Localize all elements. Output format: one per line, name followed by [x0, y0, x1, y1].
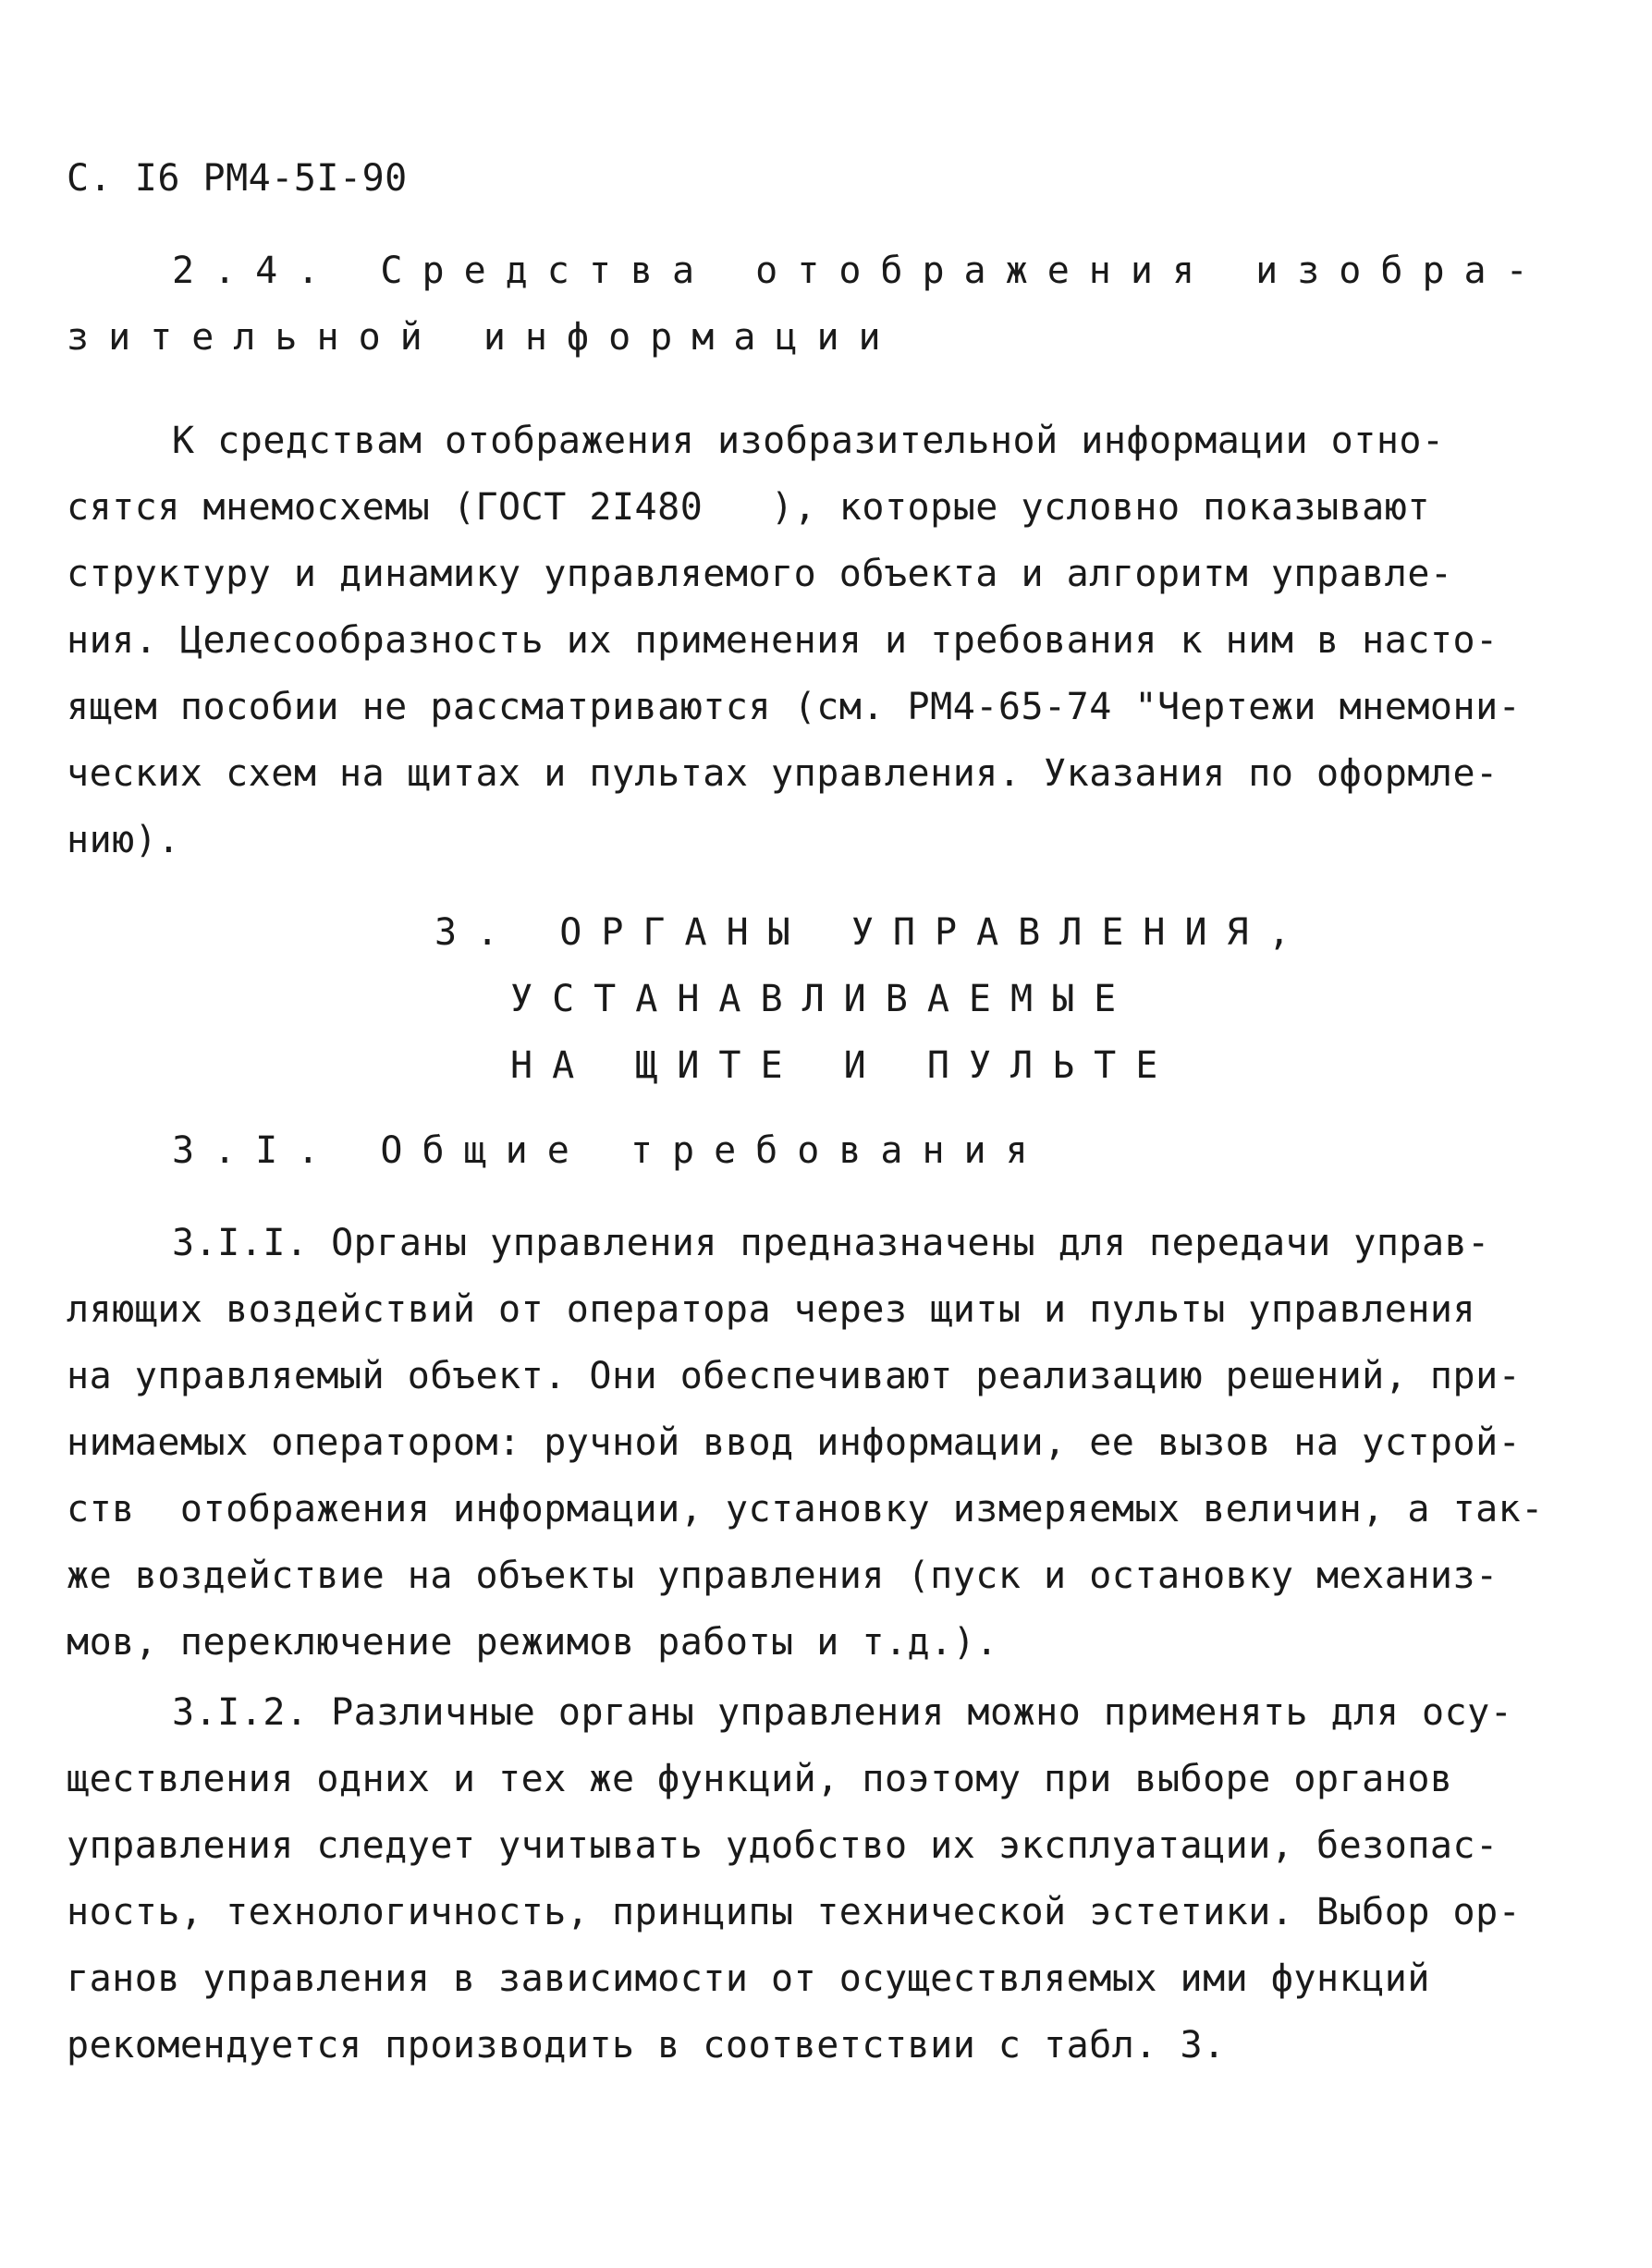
paragraph-line: нимаемых оператором: ручной ввод информации, ее вызов на устрой- [67, 1421, 1522, 1464]
paragraph-line: К средствам отображения изобразительной информации отно- [172, 420, 1445, 462]
paragraph-line: ность, технологичность, принципы технической эстетики. Выбор ор- [67, 1891, 1522, 1933]
section-3-1-title: 3.I. Общие требования [172, 1129, 1047, 1172]
paragraph-line: же воздействие на объекты управления (пуск и остановку механиз- [67, 1555, 1499, 1597]
paragraph-line: управления следует учитывать удобство их эксплуатации, безопас- [67, 1824, 1499, 1867]
paragraph-line: сятся мнемосхемы (ГОСТ 2I480 ), которые условно показывают [67, 486, 1430, 529]
page-header: С. I6 РМ4-5I-90 [67, 157, 408, 200]
paragraph-line: 3.I.I. Органы управления предназначены для передачи управ- [172, 1222, 1490, 1264]
paragraph-line: ческих схем на щитах и пультах управления. Указания по оформле- [67, 752, 1499, 795]
section-2-4-title-line-1: 2.4. Средства отображения изобра- [172, 250, 1548, 292]
paragraph-line: ганов управления в зависимости от осуществляемых ими функций [67, 1957, 1430, 2000]
paragraph-line: ляющих воздействий от оператора через щиты и пульты управления [67, 1288, 1476, 1331]
paragraph-line: на управляемый объект. Они обеспечивают реализацию решений, при- [67, 1355, 1522, 1397]
section-3-title-line-1: 3. ОРГАНЫ УПРАВЛЕНИЯ, [434, 911, 1310, 954]
section-2-4-title-line-2: зительной информации [67, 316, 900, 359]
section-3-title-line-2: УСТАНАВЛИВАЕМЫЕ [510, 978, 1136, 1020]
paragraph-line: 3.I.2. Различные органы управления можно применять для осу- [172, 1691, 1513, 1734]
paragraph-line: ществления одних и тех же функций, поэтому при выборе органов [67, 1758, 1453, 1800]
paragraph-line: мов, переключение режимов работы и т.д.). [67, 1621, 998, 1664]
paragraph-line: рекомендуется производить в соответствии с табл. 3. [67, 2024, 1226, 2067]
paragraph-line: нию). [67, 819, 180, 861]
paragraph-line: ств отображения информации, установку измеряемых величин, а так- [67, 1488, 1544, 1530]
paragraph-line: ящем пособии не рассматриваются (см. РМ4-65-74 "Чертежи мнемони- [67, 686, 1522, 728]
paragraph-line: ния. Целесообразность их применения и требования к ним в насто- [67, 619, 1499, 662]
paragraph-line: структуру и динамику управляемого объекта и алгоритм управле- [67, 553, 1453, 595]
section-3-title-line-3: НА ЩИТЕ И ПУЛЬТЕ [510, 1044, 1178, 1087]
